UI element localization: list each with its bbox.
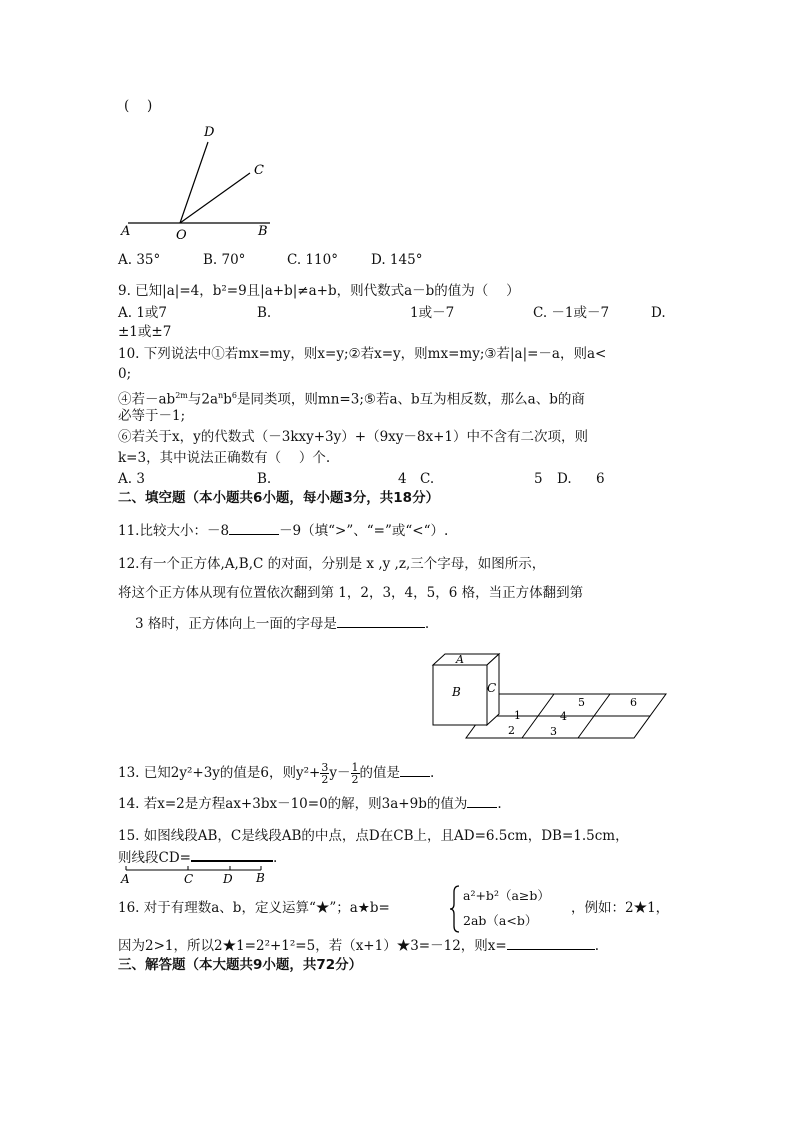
label-a: A [121,224,131,239]
q11-answer-blank[interactable] [229,520,279,535]
q8-answer-paren: ( ) [124,98,153,114]
label-o: O [176,228,187,242]
q9-option-d: D. [651,305,666,321]
q16-pre: 16. 对于有理数a、b，定义运算“★”；a★b= [118,900,390,916]
cube-face-front: B [452,685,461,699]
cube-face-side: C [487,681,497,695]
q10-option-d-value: 6 [596,471,605,487]
q10-option-c-value: 5 [534,471,543,487]
label-c: C [254,163,264,178]
grid-cell-4: 4 [560,710,567,723]
grid-cell-6: 6 [630,696,637,709]
grid-cell-3: 3 [550,725,557,738]
grid-cell-5: 5 [578,696,585,709]
cube-face-top: A [456,653,464,666]
q12-answer-blank[interactable] [337,613,425,628]
q13-answer-blank[interactable] [400,762,430,777]
q12-line3: 3 格时，正方体向上一面的字母是 . [135,613,429,634]
q16-post: ，例如：2★1， [571,900,670,916]
piecewise-brace [449,884,461,934]
q15-answer-blank[interactable] [191,846,273,862]
q10-option-c: C. [420,471,435,487]
q9-option-d-value: ±1或±7 [118,324,172,340]
label-b: B [258,224,268,239]
q10-option-b: B. [257,471,272,487]
q14-answer-blank[interactable] [467,793,497,808]
q9-option-b-value: 1或－7 [410,305,455,321]
ray-oc [180,173,250,223]
q10-line3: ④若$-ab^{2m}$与$2a^nb^6$是同类项，则mn=3;⑤若a、b互为相反数，那么a、b的商 [118,391,585,408]
q11-line: 11.比较大小：－8 －9（填“>”、“=”或“<“）. [118,520,448,541]
q15-line1: 15. 如图线段AB，C是线段AB的中点，点D在CB上，且AD=6.5cm，DB=1.5cm， [118,828,629,844]
q16-answer-blank[interactable] [507,935,595,950]
q9-option-c: C. －1或－7 [533,305,610,321]
q10-option-a: A. 3 [118,471,145,487]
q10-option-b-value: 4 [398,471,407,487]
q16-case1: a²+b²（a≥b） [463,888,550,903]
seg-label-b: B [256,871,265,885]
q8-option-b: B. 70° [203,252,246,268]
q9-option-a: A. 1或7 [118,305,168,321]
section-3-heading: 三、解答题（本大题共9小题，共72分） [118,957,363,973]
seg-label-a: A [121,872,130,886]
section-2-heading: 二、填空题（本小题共6小题，每小题3分，共18分） [118,490,440,506]
q9-option-b: B. [257,305,272,321]
ray-od [180,142,208,223]
q8-option-c: C. 110° [287,252,338,268]
q10-line4: 必等于－1; [118,408,186,424]
q12-line1: 12.有一个正方体,A,B,C 的对面，分别是 x ,y ,z,三个字母，如图所示， [118,556,546,572]
grid-cell-1: 1 [514,709,521,722]
q10-line2: 0; [118,366,132,382]
q10-option-d: D. [557,471,572,487]
q10-line1: 10. 下列说法中①若mx=my，则x=y;②若x=y，则mx=my;③若|a|=－a，则a< [118,346,607,362]
angle-figure [118,122,278,242]
q10-line5: ⑥若关于x，y的代数式（－3kxy+3y）+（9xy－8x+1）中不含有二次项，则 [118,429,589,445]
q10-line6: k=3，其中说法正确数有（ ）个. [118,450,331,466]
q16-case2: 2ab（a<b） [463,913,538,928]
q16-line2: 因为2>1，所以2★1=2²+1²=5，若（x+1）★3=－12，则x= . [118,935,599,956]
q13-line: 13. 已知2y²+3y的值是6，则y²+ $\frac{3}{2}$ y－ $\frac{1}{2}$ 的值是 . [118,761,435,786]
seg-label-c: C [184,872,194,886]
seg-label-d: D [223,872,233,886]
q8-option-d: D. 145° [371,252,423,268]
fraction-3-over-2: $\frac{3}{2}$ [321,761,329,786]
segment-figure [118,862,278,886]
grid-cell-2: 2 [508,724,515,737]
q15-line2: 则线段CD= . [118,846,277,868]
q8-option-a: A. 35° [118,252,161,268]
q14-line: 14. 若x=2是方程ax+3bx－10=0的解，则3a+9b的值为 . [118,793,502,814]
q9-stem: 9. 已知|a|=4，b²=9且|a+b|≠a+b，则代数式a－b的值为（ ） [118,283,520,299]
cube-grid-figure [428,650,684,746]
q12-line2: 将这个正方体从现有位置依次翻到第 1，2，3，4，5，6 格，当正方体翻到第 [118,585,584,601]
label-d: D [204,125,215,140]
fraction-1-over-2: $\frac{1}{2}$ [351,761,359,786]
